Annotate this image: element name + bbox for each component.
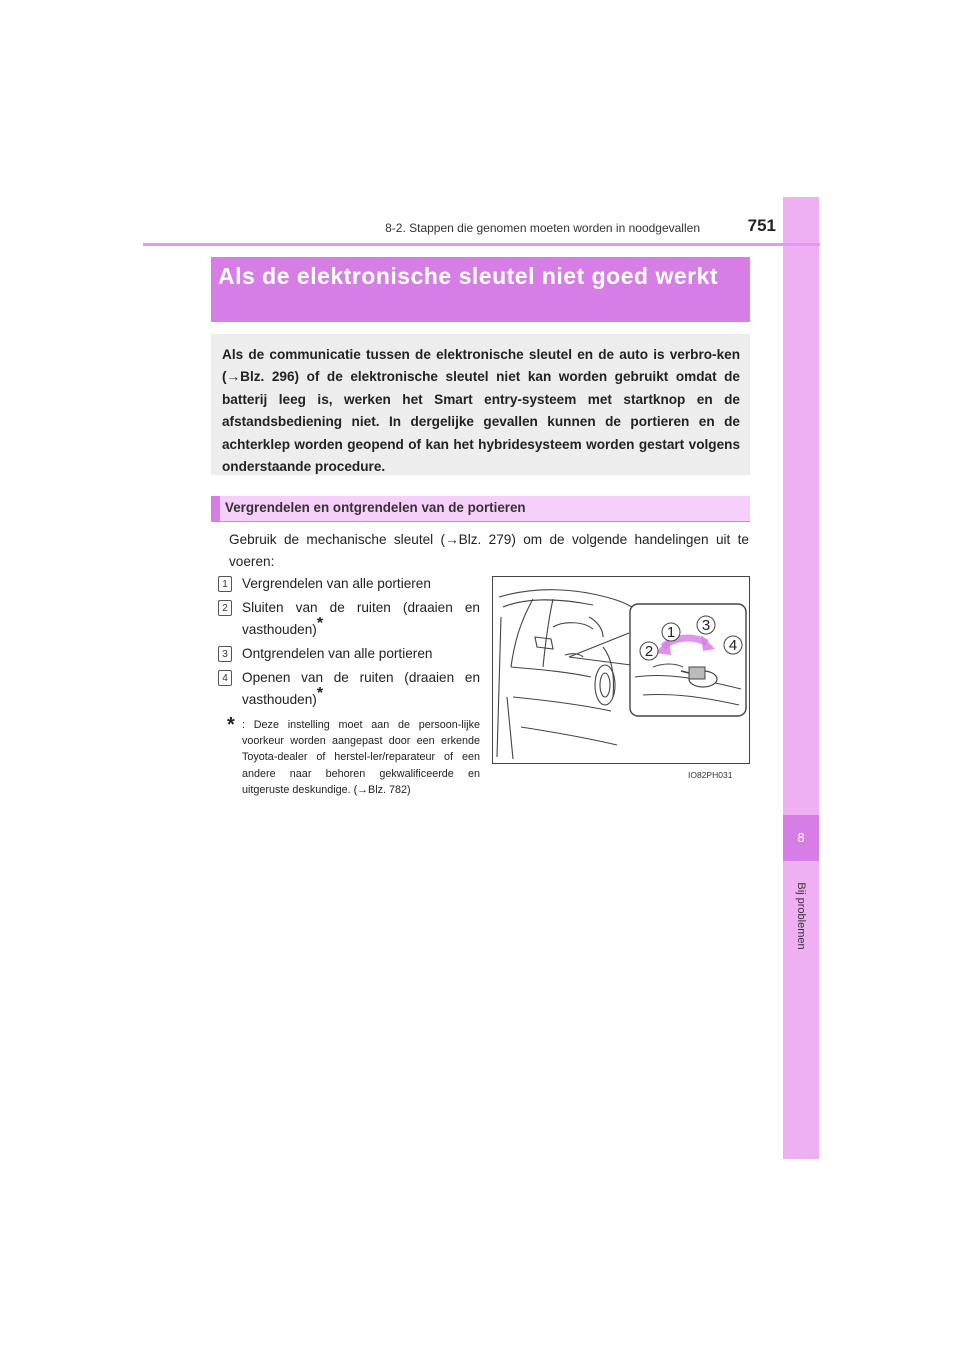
side-tab — [783, 197, 819, 1159]
step-number: 4 — [218, 670, 232, 686]
subheader-accent — [211, 496, 220, 521]
callout-1: 1 — [666, 624, 676, 641]
step-text — [242, 643, 480, 665]
step-label: Sluiten van de ruiten (draaien en vasthouden) — [242, 600, 480, 637]
intro-text: Als de communicatie tussen de elektronische sleutel en de auto is verbro-ken (→Blz. 296) of de elektronische sleutel niet kan worden gebruikt omdat de batterij leeg is, werken het Smart entry-systeem met startknop en de afstandsbediening niet. In dergelijke gevallen kunnen de portieren en de achterklep worden geopend of kan het hybridesysteem worden gestart volgens onderstaande procedure. — [222, 347, 740, 475]
car-door-key-illustration — [493, 577, 749, 763]
page-number: 751 — [747, 216, 776, 235]
side-tab-label: Bij problemen — [795, 882, 807, 950]
side-tab-label-wrap — [786, 880, 816, 960]
header-rule — [143, 243, 820, 246]
callout-4: 4 — [728, 637, 738, 654]
callout-2: 2 — [644, 643, 654, 660]
step-label: Ontgrendelen van alle portieren — [242, 646, 433, 661]
page-title: Als de elektronische sleutel niet goed werkt — [218, 263, 719, 289]
side-tab-number: 8 — [797, 830, 805, 845]
figure-code: IO82PH031 — [688, 770, 733, 780]
subheader-rule — [211, 521, 750, 522]
subheader: Vergrendelen en ontgrendelen van de portieren — [225, 500, 526, 515]
step-number: 1 — [218, 576, 232, 592]
footnote-marker: * — [316, 615, 324, 632]
section-heading: 8-2. Stappen die genomen moeten worden in noodgevallen — [385, 221, 700, 235]
step-label: Vergrendelen van alle portieren — [242, 576, 431, 591]
step-label: Openen van de ruiten (draaien en vasthouden) — [242, 670, 480, 707]
illustration — [492, 576, 750, 764]
step-number: 3 — [218, 646, 232, 662]
step-number: 2 — [218, 600, 232, 616]
footnote-star: * — [227, 714, 235, 736]
step-text — [242, 597, 480, 641]
callout-3: 3 — [701, 617, 711, 634]
footnote-marker: * — [316, 685, 324, 702]
footnote-text: : Deze instelling moet aan de persoon-lijke voorkeur worden aangepast door een erkende Toyota-dealer of herstel-ler/reparateur of een andere naar behoren gekwalificeerde en uitgeruste deskundige. (→Blz. 782) — [242, 719, 480, 796]
step-text — [242, 573, 480, 595]
step-text — [242, 667, 480, 711]
body-text: Gebruik de mechanische sleutel (→Blz. 279) om de volgende handelingen uit te voeren: — [229, 532, 749, 569]
